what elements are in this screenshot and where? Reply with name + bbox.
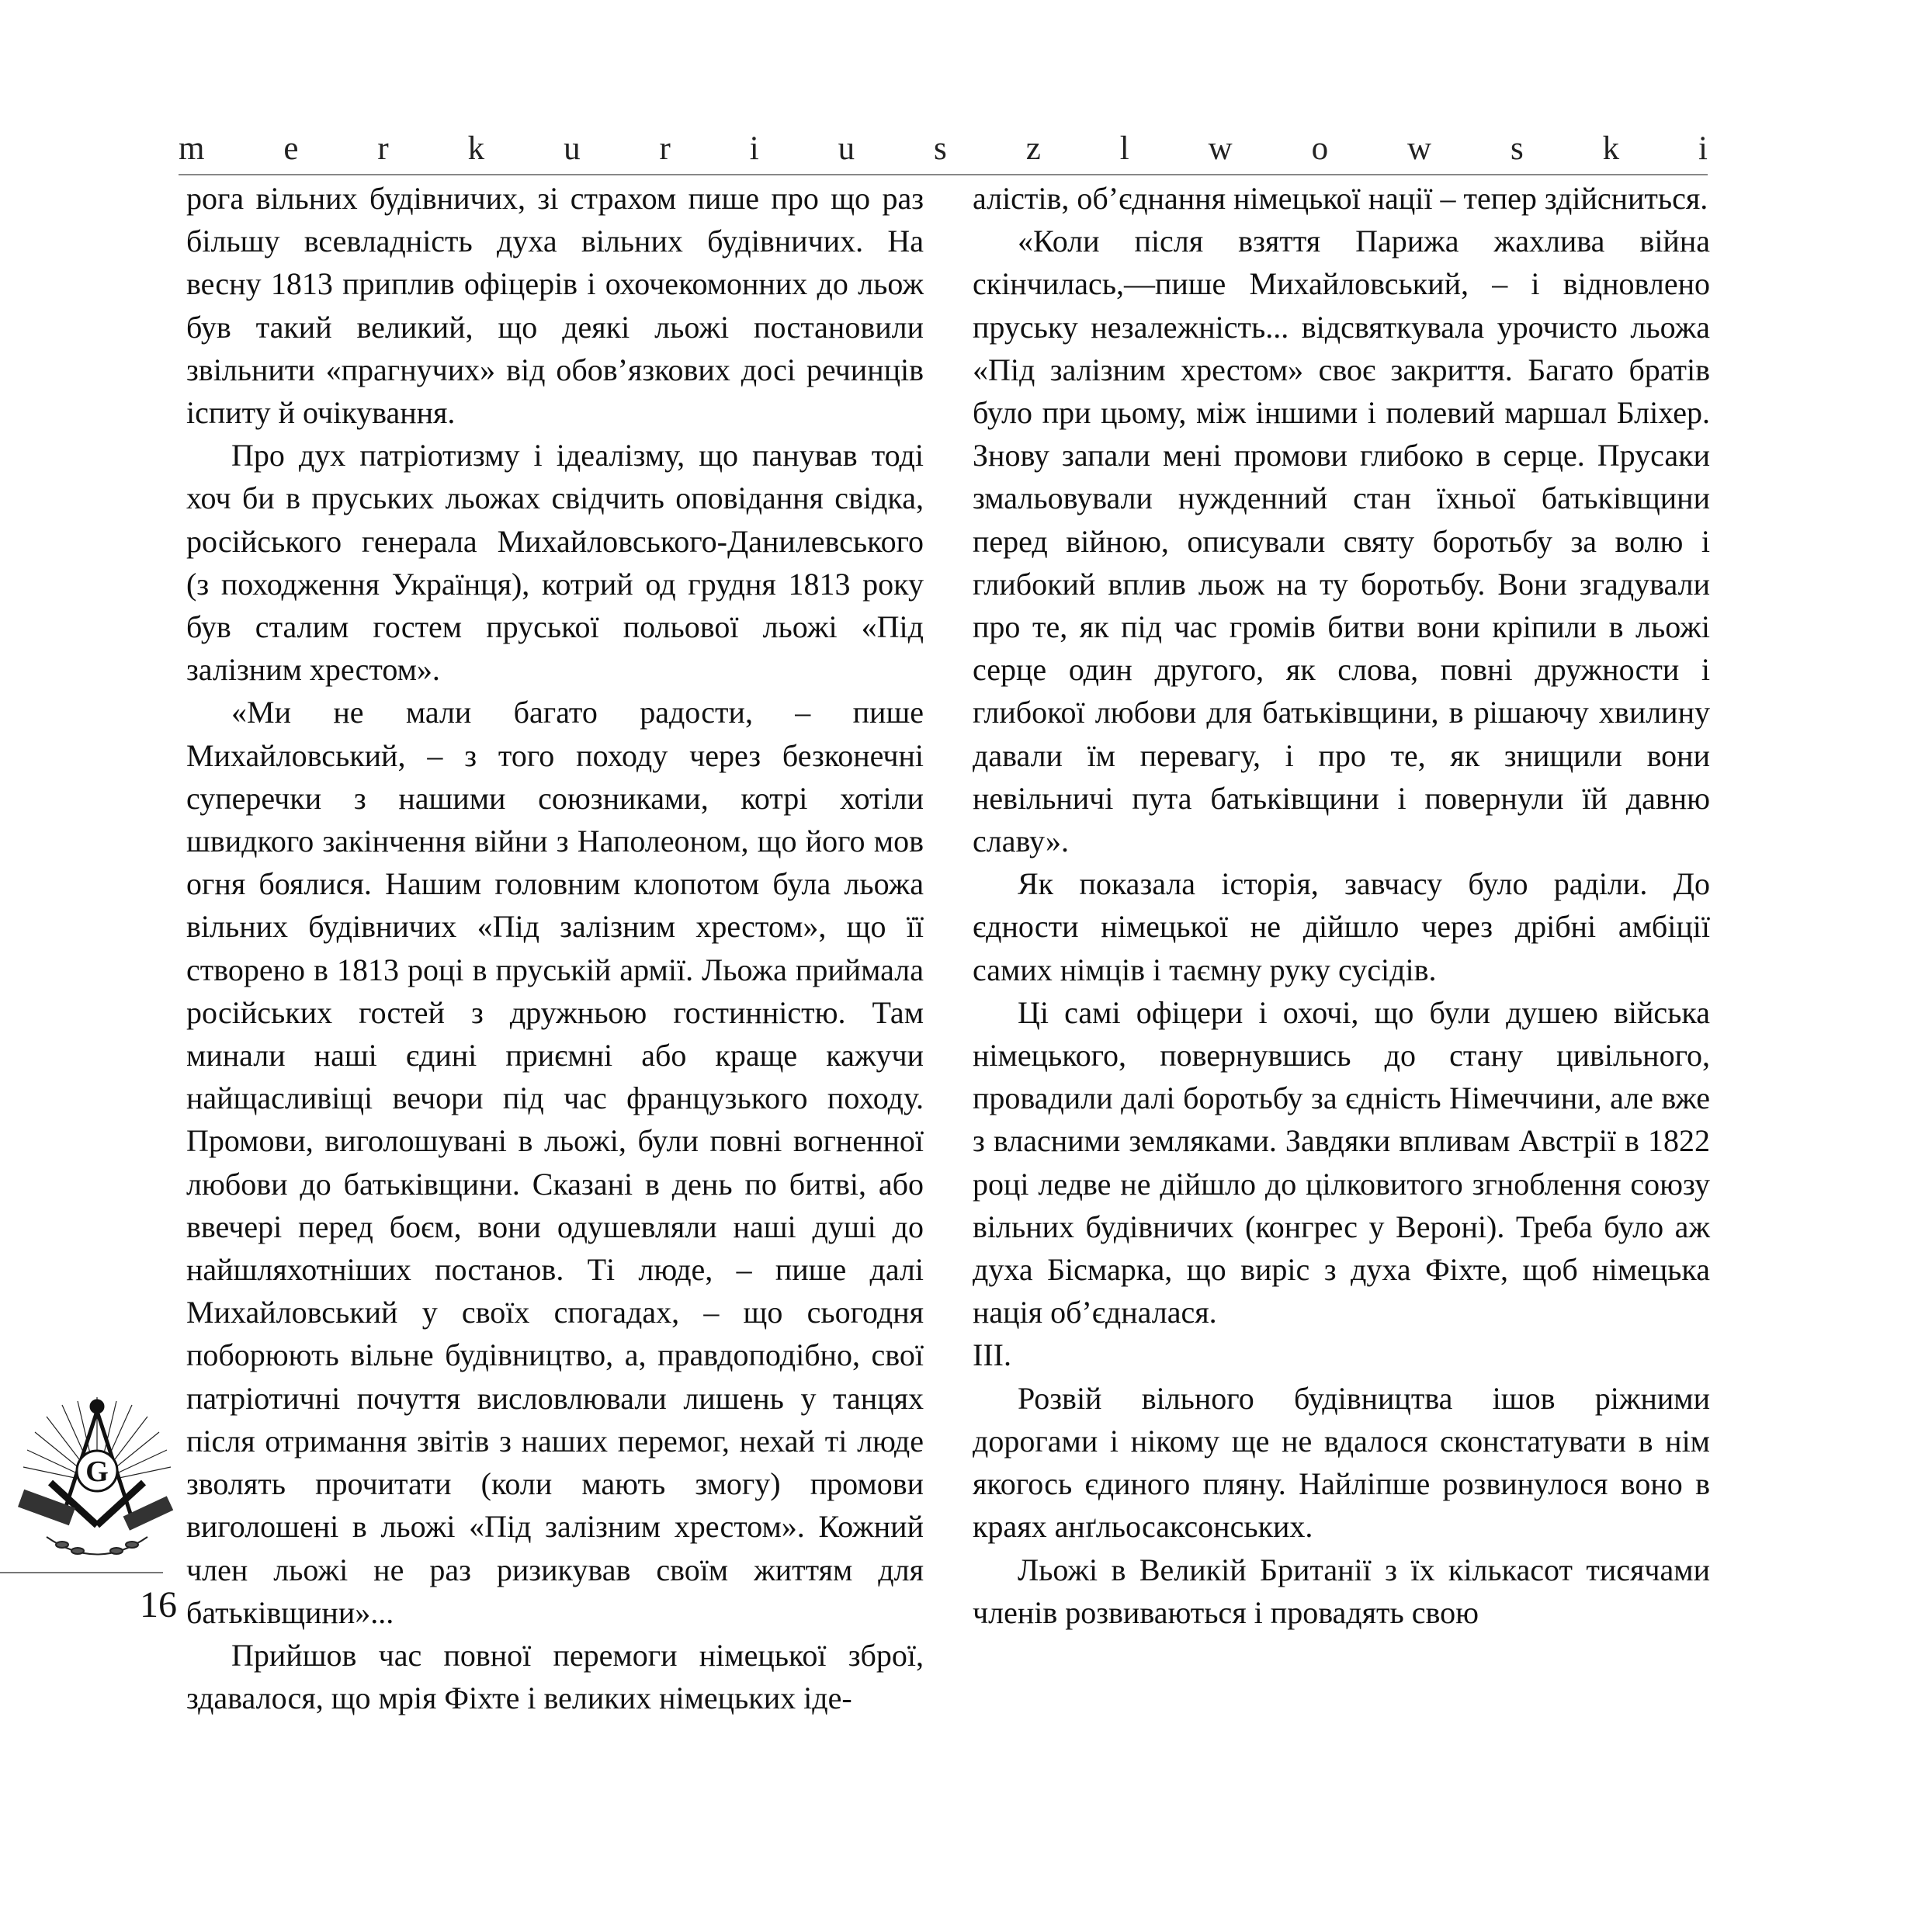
header-letter: o [1311, 130, 1329, 167]
masonic-emblem-icon [16, 1389, 179, 1568]
svg-text:G: G [85, 1455, 109, 1488]
header-letter: l [1119, 130, 1129, 167]
header-rule [179, 174, 1708, 175]
paragraph: Прийшов час повної перемоги німецької зброї, здавалося, що мрія Фіхте і великих німецьких іде- [186, 1637, 924, 1716]
paragraph: Ці самі офіцери і охочі, що були душею війська німецького, повернувшись до стану цивільного, провадили далі боротьбу за єдність Німеччини, але вже з власними земляками. Завдяки впливам Австрії в 1822 році ледве не дійшло до цілковитого згноблення союзу вільних будівничих (конгрес у Вероні). Треба було аж духа Бісмарка, що виріс з духа Фіхте, щоб німецька нація об’єдналася. [973, 994, 1710, 1330]
paragraph: Льожі в Великій Британії з їх кількасот тисячами членів розвиваються і провадять свою [973, 1552, 1710, 1630]
header-letter: w [1208, 130, 1233, 167]
header-letter: r [659, 130, 671, 167]
page-number: 16 [140, 1584, 177, 1625]
paragraph: Про дух патріотизму і ідеалізму, що панував тоді хоч би в пруських льожах свідчить оповідання свідка, російського генерала Михайловського-Данилевського (з походження Українця), котрий од грудня 1813 року був сталим гостем пруської польової льожі «Під залізним хрестом». [186, 438, 924, 688]
header-letter: m [179, 130, 205, 167]
header-letter: s [1510, 130, 1524, 167]
header-letter: u [838, 130, 855, 167]
paragraph: «Коли після взяття Парижа жахлива війна скінчилась,—пише Михайловський, – і відновлено пруську незалежність... відсвяткувала урочисто льожа «Під залізним хрестом» своє закриття. Багато братів було при цьому, між іншими і полевий маршал Бліхер. Знову запали мені промови глибоко в серце. Прусаки змальовували нужденний стан їхньої батьківщини перед війною, описували святу боротьбу за волю і глибокий вплив льож на ту боротьбу. Вони згадували про те, як під час громів битви вони кріпили в льожі серце один другого, як слова, повні дружности і глибокої любови для батьківщини, в рішаючу хвилину давали їм перевагу, і про те, як знищили вони невільничі пута батьківщини і повернули їй давню славу». [973, 224, 1710, 859]
header-letter: k [1602, 130, 1620, 167]
header-letter: e [283, 130, 299, 167]
running-header [179, 130, 1708, 167]
header-letter: u [564, 130, 581, 167]
header-letter: r [377, 130, 389, 167]
header-letter: i [749, 130, 759, 167]
right-column [973, 177, 1710, 1634]
paragraph: «Ми не мали багато радости, – пише Михайловський, – з того походу через безконечні суперечки з нашими союзниками, котрі хотіли швидкого закінчення війни з Наполеоном, що його мов огня боялися. Нашим головним клопотом була льожа вільних будівничих «Під залізним хрестом», що її створено в 1813 році в пруській армії. Льожа приймала російських гостей з дружньою гостинністю. Там минали наші єдині приємні або краще кажучи найщасливіщі вечори під час французького походу. Промови, виголошувані в льожі, були повні вогненної любови до батьківщини. Сказані в день по битві, або ввечері перед боєм, вони одушевляли наші душі до найшляхотніших постанов. Ті люде, – пише далі Михайловський у своїх спогадах, – що сьогодня поборюють вільне будівництво, а, правдоподібно, свої патріотичні почуття висловлювали лишень у танцях після отримання звітів з наших перемог, нехай ті люде зволять прочитати (коли мають змогу) промови виголошені в льожі «Під залізним хрестом». Кожний член льожі не раз ризикував своїм життям для батьківщини»... [186, 695, 924, 1630]
header-letter: k [467, 130, 485, 167]
folio-rule [0, 1572, 163, 1573]
header-letter: i [1698, 130, 1708, 167]
paragraph: алістів, об’єднання німецької нації – тепер здійсниться. [973, 181, 1708, 216]
header-letter: z [1025, 130, 1041, 167]
left-column [186, 177, 924, 1719]
header-letter: w [1407, 130, 1432, 167]
section-number: III. [973, 1337, 1011, 1373]
paragraph: Як показала історія, завчасу було раділи. До єдности німецької не дійшло через дрібні амбіції самих німців і таємну руку сусідів. [973, 866, 1710, 987]
paragraph: Розвій вільного будівництва ішов ріжними дорогами і нікому ще не вдалося сконстатувати в нім якогось єдиного пляну. Найліпше розвинулося воно в краях анґльосаксонських. [973, 1380, 1710, 1545]
paragraph: рога вільних будівничих, зі страхом пише про що раз більшу всевладність духа вільних будівничих. На весну 1813 приплив офіцерів і охочекомонних до льож був такий великий, що деякі льожі постановили звільнити «прагнучих» від обов’язкових досі речинців іспиту й очікування. [186, 181, 924, 431]
header-letter: s [934, 130, 947, 167]
